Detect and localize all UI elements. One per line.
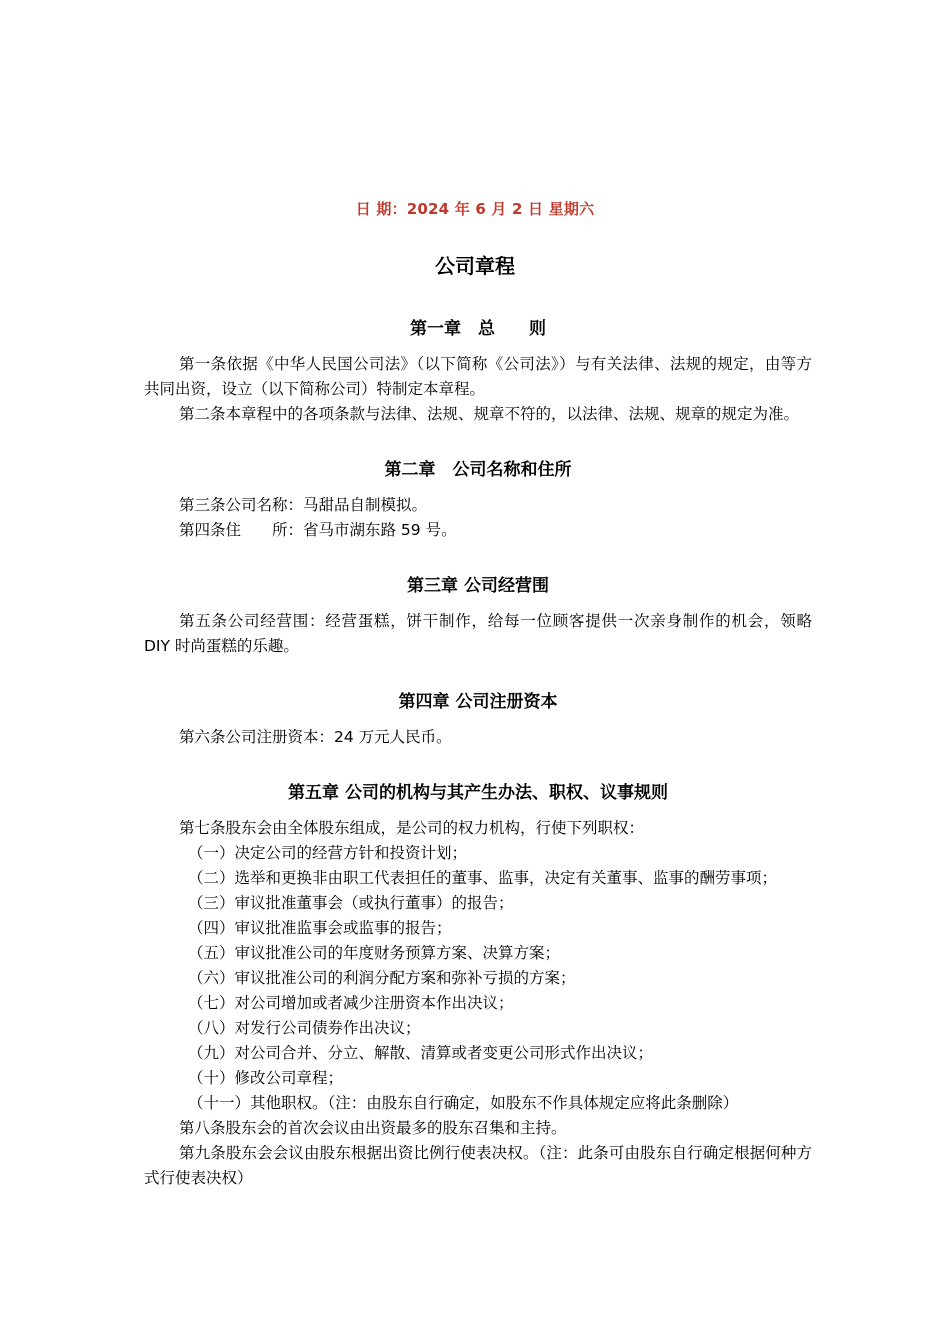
power-item: （五）审议批准公司的年度财务预算方案、决算方案； bbox=[188, 944, 561, 962]
power-item: （七）对公司增加或者减少注册资本作出决议； bbox=[188, 994, 514, 1012]
power-item: （四）审议批准监事会或监事的报告； bbox=[188, 919, 452, 937]
power-item: （六）审议批准公司的利润分配方案和弥补亏损的方案； bbox=[188, 969, 576, 987]
document-body bbox=[144, 316, 812, 1191]
chapter-5-title: 第五章 公司的机构与其产生办法、职权、议事规则 bbox=[288, 783, 668, 803]
article-2: 第二条本章程中的各项条款与法律、法规、规章不符的，以法律、法规、规章的规定为准。 bbox=[179, 405, 800, 423]
chapter-3-title: 第三章 公司经营围 bbox=[407, 576, 549, 596]
power-item: （二）选举和更换非由职工代表担任的董事、监事，决定有关董事、监事的酬劳事项； bbox=[188, 869, 778, 887]
power-item: （三）审议批准董事会（或执行董事）的报告； bbox=[188, 894, 514, 912]
power-item: （一）决定公司的经营方针和投资计划； bbox=[188, 844, 468, 862]
article-9: 第九条股东会会议由股东根据出资比例行使表决权。（注：此条可由股东自行确定根据何种方式行使表决权） bbox=[144, 1144, 812, 1187]
article-6: 第六条公司注册资本：24 万元人民币。 bbox=[179, 728, 452, 746]
power-item: （九）对公司合并、分立、解散、清算或者变更公司形式作出决议； bbox=[188, 1044, 654, 1062]
chapter-2-title: 第二章 公司名称和住所 bbox=[384, 460, 572, 480]
article-1: 第一条依据《中华人民国公司法》（以下简称《公司法》）与有关法律、法规的规定，由等方共同出资，设立（以下简称公司）特制定本章程。 bbox=[144, 355, 812, 398]
article-4: 第四条住 所：省马市湖东路 59 号。 bbox=[179, 521, 457, 539]
chapter-4-title: 第四章 公司注册资本 bbox=[398, 692, 558, 712]
document-title: 公司章程 bbox=[435, 254, 515, 278]
article-7: 第七条股东会由全体股东组成，是公司的权力机构，行使下列职权： bbox=[179, 819, 645, 837]
article-8: 第八条股东会的首次会议由出资最多的股东召集和主持。 bbox=[179, 1119, 567, 1137]
power-item: （八）对发行公司债券作出决议； bbox=[188, 1019, 421, 1037]
article-3: 第三条公司名称：马甜品自制模拟。 bbox=[179, 496, 428, 514]
power-item: （十）修改公司章程； bbox=[188, 1069, 344, 1087]
chapter-1-title: 第一章 总 则 bbox=[410, 319, 546, 339]
article-5: 第五条公司经营围：经营蛋糕，饼干制作，给每一位顾客提供一次亲身制作的机会，领略 DIY 时尚蛋糕的乐趣。 bbox=[144, 612, 812, 655]
power-item: （十一）其他职权。（注：由股东自行确定，如股东不作具体规定应将此条删除） bbox=[188, 1094, 739, 1112]
document-date: 日 期：2024 年 6 月 2 日 星期六 bbox=[355, 200, 595, 218]
